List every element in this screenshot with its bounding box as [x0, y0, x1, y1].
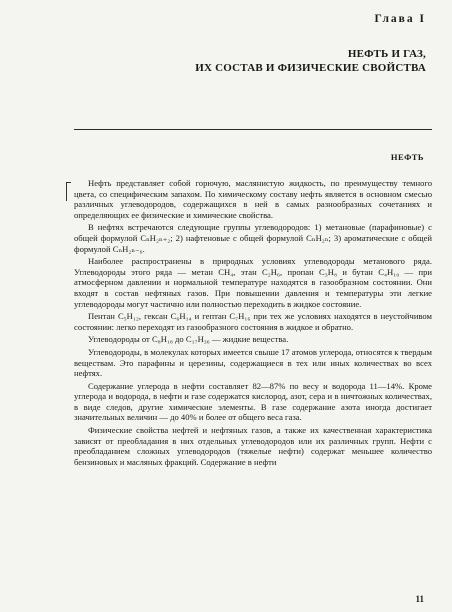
paragraph: Содержание углерода в нефти составляет 82—87% по весу и водорода 11—14%. Кроме углерода и водорода, в нефти и газе содержатся кислород, азот, сера и в ничтожных количествах, в виде следов, другие химические элементы. В газе содержание азота иногда достигает значительных величин — до 40% и более от общего веса газа.: [74, 380, 432, 423]
paragraph: Нефть представляет собой горючую, маслянистую жидкость, по преимуществу темного цвета, со специфическим запахом. По химическому составу нефть является в основном смесью различных углеводородов, содержащихся в ней в самых разнообразных сочетаниях и определяющих ее физические и химические свойства.: [74, 178, 432, 220]
horizontal-rule: [74, 129, 432, 130]
chapter-title-line-2: ИХ СОСТАВ И ФИЗИЧЕСКИЕ СВОЙСТВА: [195, 62, 426, 74]
chapter-title-line-1: НЕФТЬ И ГАЗ,: [347, 48, 426, 60]
page-number: 11: [415, 594, 424, 604]
paragraph: Наиболее распространены в природных условиях углеводороды метанового ряда. Углеводороды этого ряда — метан CH₄, этан C₂H₆, пропан C₃H₈ и бутан C₄H₁₀ — при атмосферном давлении и нормальной температуре находятся в газообразном состоянии. Они входят в состав нефтяных газов. При повышении давления и температуры эти легкие углеводороды могут частично или полностью переходить в жидкое состояние.: [74, 256, 432, 309]
section-heading: НЕФТЬ: [390, 152, 424, 162]
paragraph: Пентан C₅H₁₂, гексан C₆H₁₄ и гептан C₇H₁₆ при тех же условиях находятся в неустойчивом состоянии: легко переходят из газообразного состояния в жидкое и обратно.: [74, 311, 432, 332]
paragraph: Углеводороды, в молекулах которых имеется свыше 17 атомов углерода, относятся к твердым веществам. Это парафины и церезины, содержащиеся в тех или иных количествах во всех нефтях.: [74, 346, 432, 379]
body-text: [74, 178, 432, 469]
paragraph: В нефтях встречаются следующие группы углеводородов: 1) метановые (парафиновые) с общей формулой CₙH₂ₙ₊₂; 2) нафтеновые с общей формулой CₙH₂ₙ; 3) ароматические с общей формулой CₙH₂ₙ₋₆.: [74, 222, 433, 254]
paragraph: Углеводороды от C₈H₁₈ до C₁₇H₃₆ — жидкие вещества.: [88, 334, 289, 345]
chapter-heading: Глава I: [374, 13, 426, 25]
paragraph: Физические свойства нефтей и нефтяных газов, а также их качественная характеристика зависят от преобладания в них отдельных углеводородов или их различных групп. Нефти с преобладанием сложных углеводородов (тяжелые нефти) содержат меньшее количество бензиновых и масляных фракций. Содержание в нефти: [74, 425, 432, 467]
margin-mark: [66, 182, 71, 201]
chapter-title: [195, 47, 426, 75]
